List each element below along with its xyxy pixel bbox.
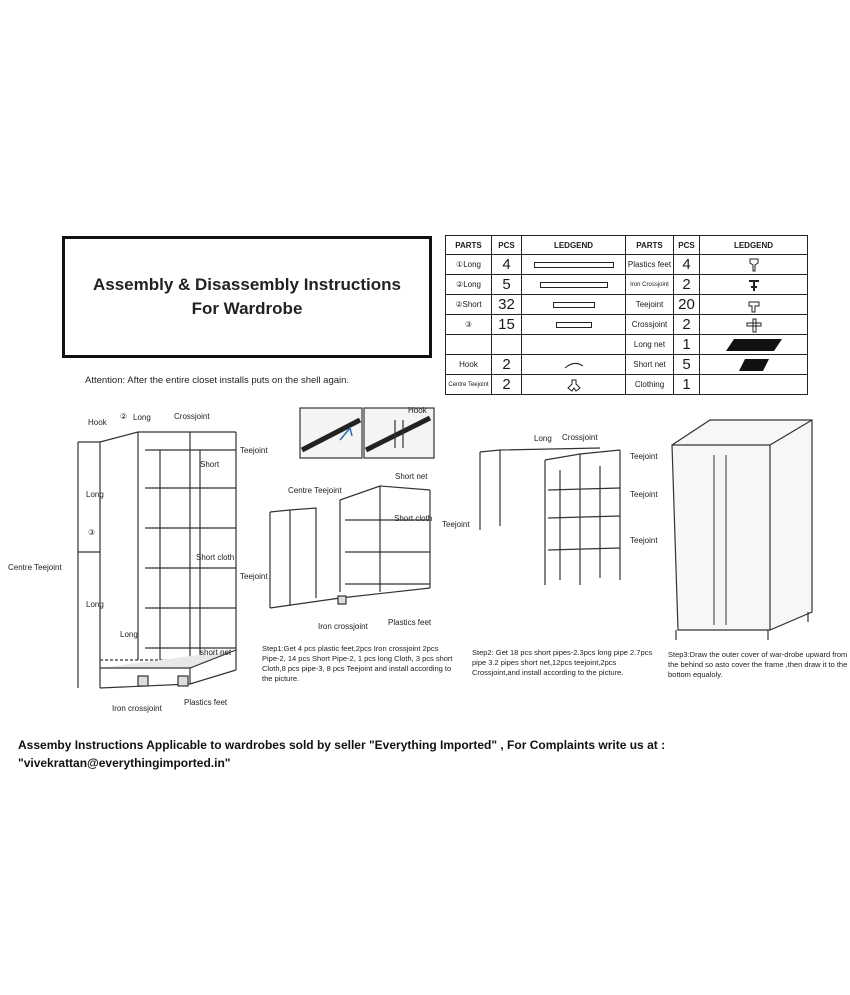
part-name: Plastics feet: [626, 255, 674, 275]
part-count: 4: [674, 255, 700, 275]
part-count: 2: [674, 275, 700, 295]
label-plastics-feet: Plastics feet: [184, 698, 228, 707]
label-crossjoint: Crossjoint: [174, 412, 210, 421]
label-teejoint-4: Teejoint: [630, 452, 658, 461]
part-name: Teejoint: [626, 295, 674, 315]
frame-diagram-2: [270, 486, 433, 608]
step-2-text: Step2: Get 18 pcs short pipes-2.3pcs long pipe 2.7pcs pipe 3.2 pipes short net,12pcs teejoint,2pcs Crossjoint,and install according to the picture.: [472, 648, 653, 677]
label-centre-teejoint: Centre Teejoint: [8, 563, 62, 572]
part-count: 2: [492, 375, 522, 395]
part-name: Clothing: [626, 375, 674, 395]
label-short-net-2: Short net: [395, 472, 428, 481]
label-iron-crossjoint: Iron crossjoint: [112, 704, 162, 713]
label-short: Short: [200, 460, 220, 469]
step-1-text: Step1:Get 4 pcs plastic feet,2pcs Iron crossjoint 2pcs Pipe-2, 14 pcs Short Pipe-2, 1 pcs long Cloth, 3 pcs short Cloth,8 pcs pipe-3, 8 pcs Teejoint and install according to the picture.: [262, 644, 453, 683]
attention-note: Attention: After the entire closet installs puts on the shell again.: [85, 375, 350, 386]
label-short-cloth: Short cloth: [196, 553, 235, 562]
part-name: Iron Crossjoint: [626, 275, 674, 295]
header-parts: PARTS: [446, 236, 492, 255]
part-name: Long net: [626, 335, 674, 355]
label-iron-crossjoint-2: Iron crossjoint: [318, 622, 368, 631]
label-teejoint-3: Teejoint: [442, 520, 470, 529]
part-count: 1: [674, 335, 700, 355]
part-name: ②Short: [446, 295, 492, 315]
label-hook-detail: Hook: [408, 406, 427, 415]
part-name: Hook: [446, 355, 492, 375]
label-short-cloth-2: Short cloth: [394, 514, 433, 523]
part-name: Short net: [626, 355, 674, 375]
part-name: Centre Teejoint: [446, 375, 492, 395]
header-legend-2: LEDGEND: [700, 236, 808, 255]
wardrobe-cover-diagram: [672, 420, 812, 640]
label-hook: Hook: [88, 418, 107, 427]
label-crossjoint-2: Crossjoint: [562, 433, 598, 442]
hook-detail: [300, 408, 434, 458]
part-count: 2: [492, 355, 522, 375]
header-parts-2: PARTS: [626, 236, 674, 255]
label-long: Long: [133, 413, 151, 422]
footer-email: "vivekrattan@everythingimported.in": [18, 756, 231, 770]
part-count: 5: [492, 275, 522, 295]
label-long-2: Long: [86, 490, 104, 499]
frame-diagram-3: [480, 448, 620, 585]
header-legend: LEDGEND: [522, 236, 626, 255]
part-count: 4: [492, 255, 522, 275]
step-3-text: Step3:Draw the outer cover of war-drobe upward from the behind so asto cover the frame ,then draw it to the bottom equaloly.: [668, 650, 848, 679]
label-plastics-feet-2: Plastics feet: [388, 618, 432, 627]
label-long-3: Long: [86, 600, 104, 609]
label-short-net: short net: [200, 648, 232, 657]
part-name: ①Long: [446, 255, 492, 275]
header-pcs: PCS: [492, 236, 522, 255]
footer-line-1: Assemby Instructions Applicable to wardrobes sold by seller "Everything Imported" , For Complaints write us at :: [18, 738, 666, 752]
title-line-2: For Wardrobe: [191, 299, 303, 318]
part-name: ②Long: [446, 275, 492, 295]
label-long-5: Long: [534, 434, 552, 443]
part-name: ③: [446, 315, 492, 335]
label-num-3: ③: [88, 528, 96, 537]
label-teejoint-2: Teejoint: [240, 572, 268, 581]
label-teejoint-6: Teejoint: [630, 536, 658, 545]
part-count: 20: [674, 295, 700, 315]
part-count: 1: [674, 375, 700, 395]
label-long-4: Long: [120, 630, 138, 639]
header-pcs-2: PCS: [674, 236, 700, 255]
part-count: 2: [674, 315, 700, 335]
label-centre-teejoint-2: Centre Teejoint: [288, 486, 342, 495]
part-count: 32: [492, 295, 522, 315]
label-teejoint: Teejoint: [240, 446, 268, 455]
title-line-1: Assembly & Disassembly Instructions: [92, 275, 401, 294]
part-count: 15: [492, 315, 522, 335]
part-name: Crossjoint: [626, 315, 674, 335]
label-teejoint-5: Teejoint: [630, 490, 658, 499]
label-num-2: ②: [120, 412, 128, 421]
part-count: 5: [674, 355, 700, 375]
